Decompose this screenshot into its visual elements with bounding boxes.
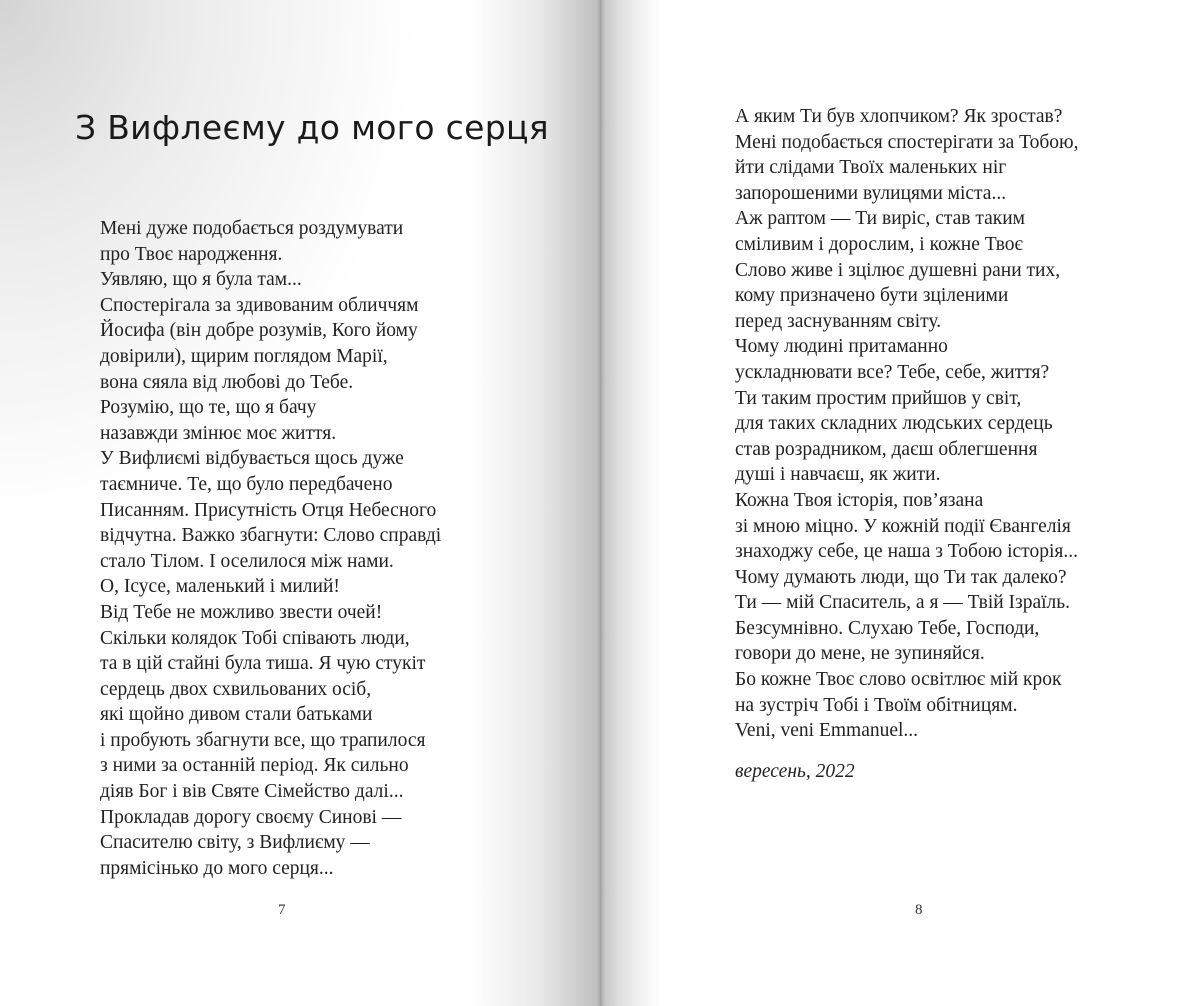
text-line: Спасителю світу, з Вифлиєму —	[100, 832, 370, 854]
text-line: Ти таким простим прийшов у світ,	[735, 387, 1022, 409]
text-line: душі і навчаєш, як жити.	[735, 464, 941, 486]
text-line: відчутна. Важко збагнути: Слово справді	[100, 525, 442, 547]
text-line: вона сяяла від любові до Тебе.	[100, 371, 354, 393]
text-line: Йосифа (він добре розумів, Кого йому	[100, 320, 418, 342]
text-line: А яким Ти був хлопчиком? Як зростав?	[735, 106, 1063, 127]
text-line: кому призначено бути зціленими	[735, 285, 1009, 307]
text-line: і пробують збагнути все, що трапилося	[100, 729, 426, 751]
text-line: Писанням. Присутність Отця Небесного	[100, 499, 437, 521]
page-number-left: 7	[278, 902, 286, 918]
text-line: сердець двох схвильованих осіб,	[100, 678, 372, 700]
text-line: діяв Бог і вів Святе Сімейство далі...	[100, 781, 404, 803]
text-line: Безсумнівно. Слухаю Тебе, Господи,	[735, 617, 1040, 639]
left-page-text	[100, 216, 441, 881]
text-line: перед заснуванням світу.	[735, 310, 942, 332]
text-line: які щойно дивом стали батьками	[100, 704, 373, 726]
text-line: Аж раптом — Ти виріс, став таким	[735, 208, 1026, 230]
right-page-text	[735, 104, 1078, 744]
text-line: У Вифлиємі відбувається щось дуже	[100, 448, 404, 470]
text-line: довірили), щирим поглядом Марії,	[100, 345, 388, 367]
right-page	[601, 0, 1201, 1006]
text-line: Прокладав дорогу своєму Синові —	[100, 806, 402, 828]
text-line: з ними за останній період. Як сильно	[100, 755, 409, 777]
text-line: Veni, veni Emmanuel...	[735, 720, 919, 742]
text-line: сміливим і дорослим, і кожне Твоє	[735, 233, 1023, 255]
text-line: зі мною міцно. У кожній події Євангелія	[735, 515, 1071, 537]
text-line: Кожна Твоя історія, пов’язана	[735, 489, 984, 511]
text-line: та в цій стайні була тиша. Я чую стукіт	[100, 653, 426, 675]
text-line: Мені подобається спостерігати за Тобою,	[735, 131, 1079, 153]
text-line: йти слідами Твоїх маленьких ніг	[735, 157, 1007, 179]
text-line: Уявляю, що я була там...	[100, 269, 302, 291]
text-line: Бо кожне Твоє слово освітлює мій крок	[735, 669, 1062, 691]
text-line: прямісінько до мого серця...	[100, 857, 334, 879]
text-line: знаходжу себе, це наша з Тобою історія...	[735, 541, 1078, 563]
text-line: таємниче. Те, що було передбачено	[100, 473, 393, 495]
chapter-title: З Вифлеєму до мого серця	[75, 108, 549, 147]
text-line: О, Ісусе, маленький і милий!	[100, 576, 340, 598]
date-signature: вересень, 2022	[735, 761, 855, 782]
text-line: стало Тілом. І оселилося між нами.	[100, 550, 394, 572]
text-line: назавжди змінює моє життя.	[100, 422, 337, 444]
text-line: запорошеними вулицями міста...	[735, 182, 1007, 204]
text-line: став розрадником, даєш облегшення	[735, 438, 1038, 460]
text-line: ускладнювати все? Тебе, себе, життя?	[735, 361, 1050, 383]
text-line: про Твоє народження.	[100, 243, 283, 265]
text-line: Спостерігала за здивованим обличчям	[100, 294, 419, 316]
page-number-right: 8	[915, 902, 923, 918]
text-line: Слово живе і зцілює душевні рани тих,	[735, 259, 1061, 281]
text-line: Чому думають люди, що Ти так далеко?	[735, 566, 1067, 588]
text-line: для таких складних людських сердець	[735, 413, 1053, 435]
text-line: Ти — мій Спаситель, а я — Твій Ізраїль.	[735, 592, 1071, 614]
text-line: говори до мене, не зупиняйся.	[735, 643, 985, 665]
text-line: Від Тебе не можливо звести очей!	[100, 601, 383, 623]
text-line: на зустріч Тобі і Твоїм обітницям.	[735, 694, 1018, 716]
text-line: Чому людині притаманно	[735, 336, 948, 358]
text-line: Мені дуже подобається роздумувати	[100, 218, 404, 239]
text-line: Скільки колядок Тобі співають люди,	[100, 627, 410, 649]
text-line: Розумію, що те, що я бачу	[100, 397, 317, 419]
